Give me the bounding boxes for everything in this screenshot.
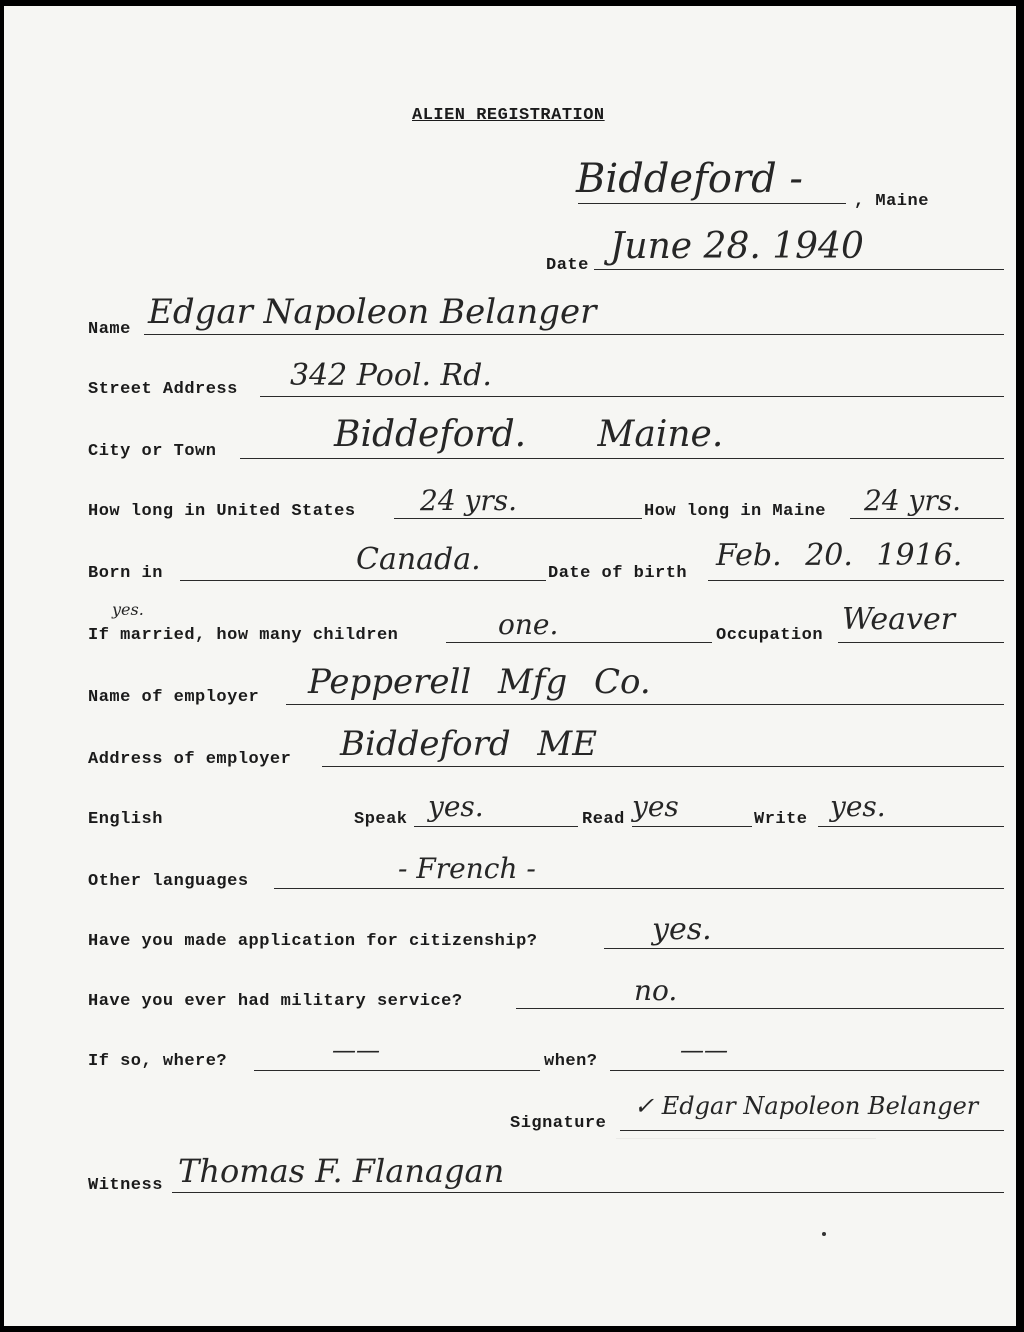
entry-date-of-birth: Feb. 20. 1916. — [716, 538, 963, 573]
street-line — [260, 396, 1004, 397]
entry-born-in: Canada. — [356, 542, 481, 577]
label-city-or-town: City or Town — [88, 442, 217, 461]
entry-where: —— — [332, 1036, 380, 1064]
date-line — [594, 269, 1004, 270]
speak-line — [414, 826, 578, 827]
employer-name-line — [286, 704, 1004, 705]
entry-children: one. — [498, 608, 559, 641]
form-title: ALIEN REGISTRATION — [412, 106, 605, 125]
faint-stamp-mark — [616, 1138, 876, 1161]
other-languages-line — [274, 888, 1004, 889]
label-english: English — [88, 810, 163, 829]
entry-how-long-maine: 24 yrs. — [864, 484, 962, 517]
label-signature: Signature — [510, 1114, 607, 1133]
label-witness: Witness — [88, 1176, 163, 1195]
label-citizenship: Have you made application for citizenship? — [88, 932, 538, 951]
label-employer-name: Name of employer — [88, 688, 260, 707]
entry-how-long-us: 24 yrs. — [420, 484, 518, 517]
label-date: Date — [546, 256, 589, 275]
military-line — [516, 1008, 1004, 1009]
entry-other-languages: - French - — [398, 852, 536, 885]
how-long-maine-line — [850, 518, 1004, 519]
label-military: Have you ever had military service? — [88, 992, 463, 1011]
name-line — [144, 334, 1004, 335]
witness-line — [172, 1192, 1004, 1193]
read-line — [632, 826, 752, 827]
when-line — [610, 1070, 1004, 1071]
label-date-of-birth: Date of birth — [548, 564, 688, 583]
children-line — [446, 642, 712, 643]
registration-form — [4, 6, 1016, 1326]
entry-citizenship: yes. — [652, 912, 712, 947]
label-how-long-us: How long in United States — [88, 502, 356, 521]
label-married-children: If married, how many children — [88, 626, 399, 645]
entry-when: —— — [680, 1036, 728, 1064]
entry-witness: Thomas F. Flanagan — [178, 1152, 505, 1190]
born-in-line — [180, 580, 546, 581]
entry-date: June 28. 1940 — [610, 226, 864, 267]
how-long-us-line — [394, 518, 642, 519]
entry-read: yes — [632, 790, 679, 823]
entry-street-address: 342 Pool. Rd. — [290, 358, 492, 393]
entry-employer-name: Pepperell Mfg Co. — [308, 662, 651, 702]
entry-employer-address: Biddeford ME — [340, 724, 598, 764]
label-occupation: Occupation — [716, 626, 824, 645]
label-state-suffix: , Maine — [854, 192, 929, 211]
label-read: Read — [582, 810, 625, 829]
entry-city-top: Biddeford - — [576, 156, 803, 202]
date-of-birth-line — [708, 580, 1004, 581]
where-line — [254, 1070, 540, 1071]
occupation-line — [838, 642, 1004, 643]
label-street-address: Street Address — [88, 380, 238, 399]
label-other-languages: Other languages — [88, 872, 249, 891]
label-if-so-where: If so, where? — [88, 1052, 228, 1071]
entry-write: yes. — [830, 790, 886, 823]
entry-name: Edgar Napoleon Belanger — [148, 292, 597, 332]
entry-city-or-town: Biddeford. Maine. — [334, 414, 724, 455]
city-line — [240, 458, 1004, 459]
label-how-long-maine: How long in Maine — [644, 502, 826, 521]
label-employer-address: Address of employer — [88, 750, 292, 769]
write-line — [818, 826, 1004, 827]
label-when: when? — [544, 1052, 598, 1071]
entry-speak: yes. — [428, 790, 484, 823]
label-speak: Speak — [354, 810, 408, 829]
entry-occupation: Weaver — [842, 602, 956, 637]
citizenship-line — [604, 948, 1004, 949]
employer-address-line — [322, 766, 1004, 767]
label-write: Write — [754, 810, 808, 829]
label-name: Name — [88, 320, 131, 339]
entry-signature: ✓ Edgar Napoleon Belanger — [634, 1092, 979, 1120]
ink-dot — [822, 1232, 826, 1236]
entry-military: no. — [634, 974, 678, 1007]
entry-married: yes. — [112, 600, 144, 619]
label-born-in: Born in — [88, 564, 163, 583]
signature-line — [620, 1130, 1004, 1131]
city-top-line — [578, 203, 846, 204]
